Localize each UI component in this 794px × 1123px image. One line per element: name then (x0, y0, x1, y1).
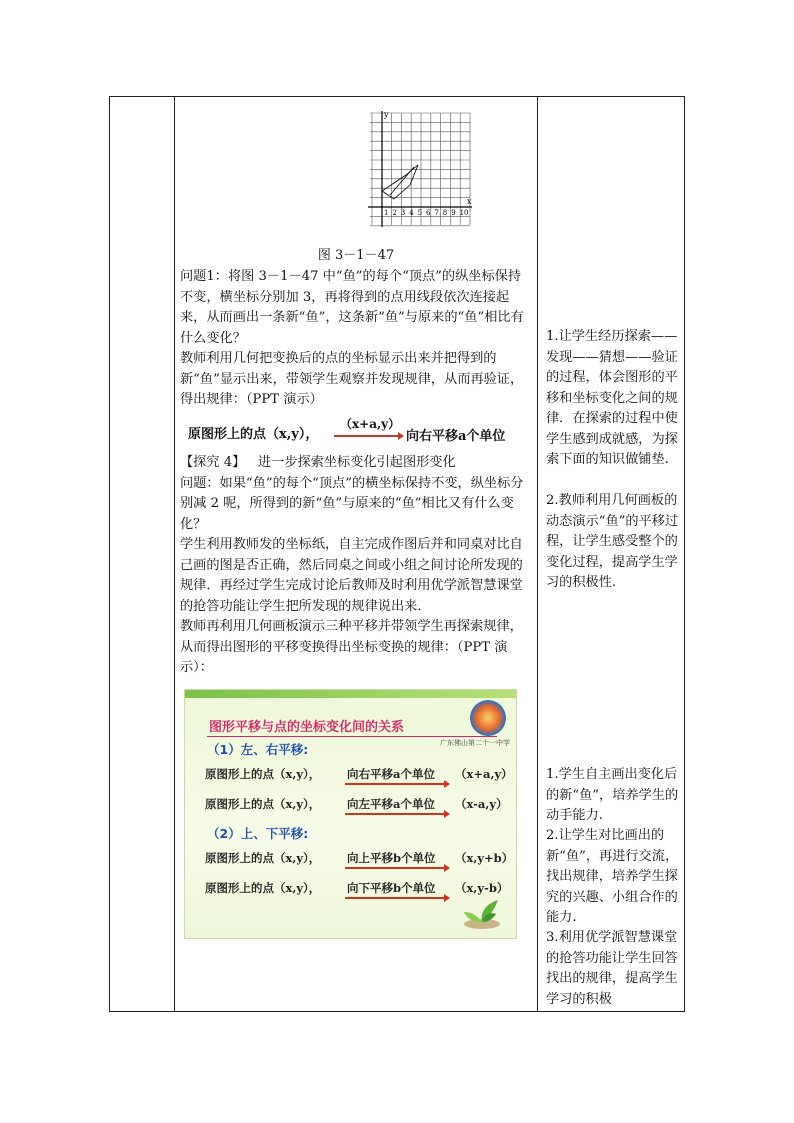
slide-section-2: （2）上、下平移: (207, 826, 309, 841)
figure-caption: 图 3－1－47 (317, 248, 395, 263)
x-tick-label: 1 (384, 209, 389, 217)
x-tick-label: 9 (451, 209, 456, 217)
row-action: 向左平移a个单位 (347, 797, 435, 811)
x-tick-label: 8 (442, 209, 448, 217)
slide-title: 图形平移与点的坐标变化间的关系 (209, 720, 405, 735)
slide-title-underline (207, 736, 497, 737)
teacher-demo-1: 教师利用几何把变换后的点的坐标显示出来并把得到的新“鱼”显示出来，带领学生观察并发现规律，从而再验证，得出规律：（PPT 演示） (180, 351, 524, 407)
row-result: （x-a,y） (455, 797, 508, 811)
row-result: （x+a,y） (455, 767, 513, 781)
row-origin: 原图形上的点（x,y）， (205, 797, 321, 811)
row-action: 向上平移b个单位 (347, 851, 436, 865)
school-logo-icon (470, 700, 506, 736)
row-origin: 原图形上的点（x,y）， (205, 767, 321, 781)
x-tick-label: 6 (426, 209, 431, 217)
x-tick-label: 3 (400, 209, 406, 217)
activity-column (176, 97, 536, 1011)
x-tick-label: 7 (434, 209, 439, 217)
slide-section-1: （1）左、右平移: (207, 742, 309, 757)
slide-top-bar (185, 690, 516, 698)
row-origin: 原图形上的点（x,y）， (205, 851, 321, 865)
explore-4-heading (180, 453, 532, 474)
question-1: 问题1：将图 3－1－47 中“鱼”的每个“顶点”的纵坐标保持不变，横坐标分别加 3，再将得到的点用线段依次连接起来，从而画出一条新“鱼”，这条新“鱼”与原来的“鱼”相比有什么变化？ (180, 269, 524, 346)
question-2: 问题：如果“鱼”的每个“顶点”的横坐标保持不变，纵坐标分别减 2 呢，所得到的新“鱼”与原来的“鱼”相比又有什么变化？ (180, 475, 524, 532)
row-arrow (345, 783, 445, 785)
x-tick-label: 10 (459, 209, 469, 217)
row-result: （x,y+b） (455, 851, 514, 865)
rule-arrow-head (398, 432, 404, 440)
purpose-note-5: 3.利用优学派智慧课堂的抢答功能让学生回答找出的规律，提高学生学习的积极 (546, 930, 678, 1007)
rule-right: 向右平移a个单位 (406, 429, 506, 444)
rule-result: （x+a,y） (340, 417, 401, 431)
purpose-note-1: 1.让学生经历探索——发现——猜想——验证的过程，体会图形的平移和坐标变化之间的规律．在探索的过程中使学生感到成就感，为探索下面的知识做铺垫. (546, 329, 678, 467)
explore-4-text: 进一步探索坐标变化引起图形变化 (257, 455, 456, 470)
y-axis-label: y (384, 110, 389, 119)
school-logo-text: 广东佛山第二十一中学 (440, 739, 510, 747)
table-divider-1 (174, 97, 175, 1011)
rule-arrow (334, 435, 400, 437)
table-divider-2 (537, 97, 538, 1011)
slide-rule-row (205, 850, 515, 872)
translation-rule (184, 415, 530, 443)
ppt-slide (184, 689, 517, 939)
x-tick-label: 2 (392, 209, 397, 217)
plant-decoration-icon (460, 890, 508, 930)
x-tick-label: 4 (409, 209, 414, 217)
purpose-note-3: 1.学生自主画出变化后的新“鱼”，培养学生的动手能力. (546, 767, 679, 823)
coordinate-grid-figure (364, 109, 474, 233)
x-axis-label: x (467, 197, 472, 206)
explore-4-block (180, 453, 532, 679)
slide-rule-row (205, 796, 515, 818)
row-arrow (345, 813, 445, 815)
row-action: 向右平移a个单位 (347, 767, 435, 781)
rule-left: 原图形上的点（x,y）， (188, 427, 319, 442)
explore-4-title: 【探究 4】 (180, 455, 246, 470)
teacher-demo-2: 教师再利用几何画板演示三种平移并带领学生再探索规律，从而得出图形的平移变换得出坐标变换的规律：（PPT 演示）： (180, 619, 523, 675)
slide-rule-row (205, 766, 515, 788)
purpose-note-4: 2.让学生对比画出的新“鱼”，再进行交流，找出规律，培养学生探究的兴趣、小组合作的能力. (546, 828, 679, 925)
row-arrow (345, 897, 445, 899)
row-arrow (345, 867, 445, 869)
purpose-note-2: 2.教师利用几何画板的动态演示“鱼”的平移过程，让学生感受整个的变化过程，提高学生学习的积极性. (546, 493, 679, 590)
row-action: 向下平移b个单位 (347, 881, 436, 895)
question-1-block (180, 267, 532, 411)
x-tick-label: 5 (417, 209, 423, 217)
student-activity: 学生利用教师发的坐标纸，自主完成作图后并和同桌对比自己画的图是否正确，然后同桌之间或小组之间讨论所发现的规律．再经过学生完成讨论后教师及时利用优学派智慧课堂的抢答功能让学生把所发现的规律说出来． (180, 537, 523, 614)
purpose-column (542, 97, 684, 1011)
row-origin: 原图形上的点（x,y）， (205, 881, 321, 895)
lesson-table (109, 96, 685, 1012)
row-result: （x,y-b） (455, 881, 509, 895)
